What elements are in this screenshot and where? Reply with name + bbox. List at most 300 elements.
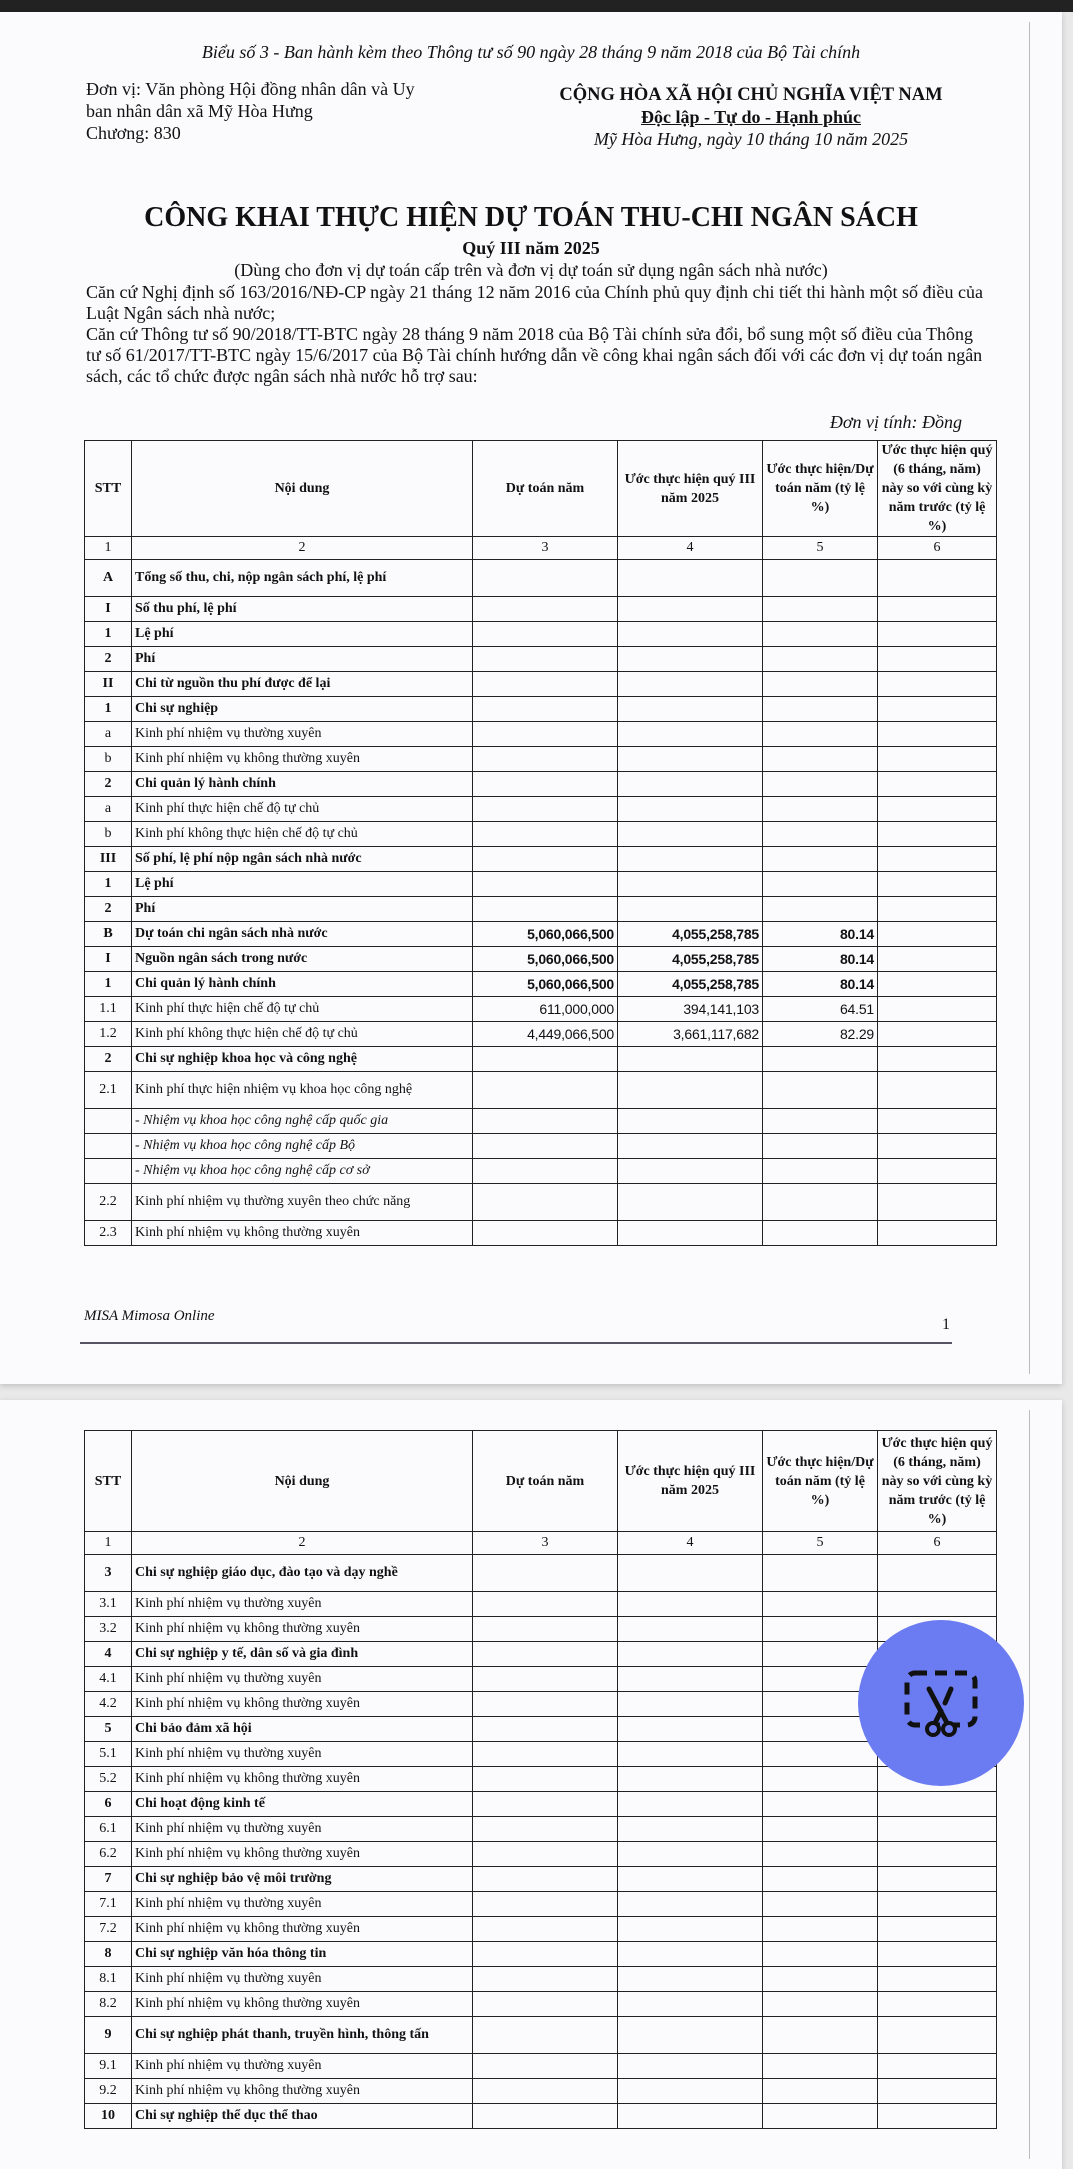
row-stt — [85, 1159, 132, 1184]
row-q3-estimate — [618, 1159, 763, 1184]
row-content: Kinh phí nhiệm vụ không thường xuyên — [132, 1917, 473, 1942]
row-annual-estimate — [473, 1047, 618, 1072]
row-ratio-same-period — [878, 697, 997, 722]
footer-software: MISA Mimosa Online — [84, 1308, 215, 1324]
row-annual-estimate — [473, 2054, 618, 2079]
row-content: Phí — [132, 897, 473, 922]
row-content: Kinh phí nhiệm vụ thường xuyên — [132, 2054, 473, 2079]
table-row — [85, 1992, 997, 2017]
row-ratio-same-period — [878, 1184, 997, 1221]
row-ratio-estimate: 80.14 — [763, 922, 878, 947]
row-stt: 5 — [85, 1717, 132, 1742]
scissors-selection-icon — [901, 1667, 981, 1739]
page-edge — [1029, 1410, 1030, 2159]
row-ratio-estimate — [763, 1817, 878, 1842]
row-ratio-same-period — [878, 1047, 997, 1072]
row-annual-estimate — [473, 872, 618, 897]
row-stt: b — [85, 747, 132, 772]
row-annual-estimate — [473, 1992, 618, 2017]
row-q3-estimate — [618, 1967, 763, 1992]
row-annual-estimate — [473, 1942, 618, 1967]
row-content: Chi sự nghiệp văn hóa thông tin — [132, 1942, 473, 1967]
row-content: Kinh phí nhiệm vụ thường xuyên — [132, 1967, 473, 1992]
row-ratio-same-period — [878, 772, 997, 797]
row-q3-estimate — [618, 872, 763, 897]
table-row — [85, 2104, 997, 2129]
row-content: Kinh phí nhiệm vụ không thường xuyên — [132, 1221, 473, 1246]
row-stt: a — [85, 722, 132, 747]
header-content: Nội dung — [132, 1431, 473, 1532]
row-annual-estimate: 5,060,066,500 — [473, 947, 618, 972]
row-stt: b — [85, 822, 132, 847]
table-row — [85, 897, 997, 922]
row-stt: I — [85, 597, 132, 622]
row-annual-estimate — [473, 1667, 618, 1692]
header-annual-estimate: Dự toán năm — [473, 1431, 618, 1532]
row-ratio-same-period — [878, 1842, 997, 1867]
row-ratio-same-period — [878, 922, 997, 947]
table-row — [85, 1109, 997, 1134]
row-annual-estimate — [473, 2017, 618, 2054]
currency-unit: Đơn vị tính: Đồng — [829, 412, 962, 432]
row-q3-estimate — [618, 897, 763, 922]
row-annual-estimate — [473, 1792, 618, 1817]
place-date: Mỹ Hòa Hưng, ngày 10 tháng 10 năm 2025 — [593, 129, 909, 149]
table-row — [85, 722, 997, 747]
row-ratio-estimate — [763, 897, 878, 922]
row-annual-estimate — [473, 1109, 618, 1134]
colnum-1: 1 — [85, 1532, 132, 1555]
row-q3-estimate — [618, 2104, 763, 2129]
row-q3-estimate — [618, 1842, 763, 1867]
row-ratio-same-period — [878, 1555, 997, 1592]
row-annual-estimate — [473, 1592, 618, 1617]
row-q3-estimate — [618, 647, 763, 672]
row-stt: 8 — [85, 1942, 132, 1967]
row-q3-estimate — [618, 1555, 763, 1592]
row-content: Chi bảo đảm xã hội — [132, 1717, 473, 1742]
row-ratio-estimate — [763, 672, 878, 697]
header-ratio-same-period: Ước thực hiện quý (6 tháng, năm) này so với cùng kỳ năm trước (tỷ lệ %) — [878, 1431, 997, 1532]
row-ratio-same-period — [878, 622, 997, 647]
row-q3-estimate — [618, 1892, 763, 1917]
budget-table-page-2 — [84, 1430, 997, 2129]
row-stt: 2.2 — [85, 1184, 132, 1221]
header-q3-estimate: Ước thực hiện quý III năm 2025 — [618, 441, 763, 537]
row-content: - Nhiệm vụ khoa học công nghệ cấp Bộ — [132, 1134, 473, 1159]
table-row — [85, 622, 997, 647]
row-ratio-same-period — [878, 797, 997, 822]
row-q3-estimate — [618, 1717, 763, 1742]
row-stt: III — [85, 847, 132, 872]
row-annual-estimate: 5,060,066,500 — [473, 922, 618, 947]
table-row — [85, 822, 997, 847]
colnum-3: 3 — [473, 537, 618, 560]
row-ratio-estimate — [763, 1159, 878, 1184]
table-row — [85, 1967, 997, 1992]
row-q3-estimate: 4,055,258,785 — [618, 922, 763, 947]
row-annual-estimate — [473, 772, 618, 797]
row-ratio-estimate — [763, 2017, 878, 2054]
legal-basis — [86, 282, 986, 387]
row-content: Kinh phí nhiệm vụ thường xuyên — [132, 1817, 473, 1842]
row-annual-estimate — [473, 560, 618, 597]
row-content: Lệ phí — [132, 622, 473, 647]
row-content: Chi sự nghiệp khoa học và công nghệ — [132, 1047, 473, 1072]
row-ratio-same-period — [878, 1892, 997, 1917]
row-stt: 9.1 — [85, 2054, 132, 2079]
row-q3-estimate — [618, 1917, 763, 1942]
row-ratio-same-period — [878, 1159, 997, 1184]
table-row — [85, 1221, 997, 1246]
row-ratio-same-period — [878, 1867, 997, 1892]
row-content: Kinh phí không thực hiện chế độ tự chủ — [132, 1022, 473, 1047]
table-row — [85, 1792, 997, 1817]
row-content: Chi sự nghiệp giáo dục, đào tạo và dạy nghề — [132, 1555, 473, 1592]
row-ratio-same-period — [878, 1022, 997, 1047]
table-row — [85, 597, 997, 622]
row-annual-estimate — [473, 1842, 618, 1867]
row-annual-estimate — [473, 672, 618, 697]
row-stt: 2.1 — [85, 1072, 132, 1109]
table-row — [85, 1184, 997, 1221]
row-ratio-estimate: 82.29 — [763, 1022, 878, 1047]
row-annual-estimate — [473, 1134, 618, 1159]
row-ratio-same-period — [878, 1592, 997, 1617]
row-q3-estimate — [618, 1742, 763, 1767]
row-annual-estimate — [473, 897, 618, 922]
row-content: Kinh phí thực hiện chế độ tự chủ — [132, 997, 473, 1022]
row-ratio-same-period — [878, 822, 997, 847]
row-ratio-same-period — [878, 2017, 997, 2054]
row-annual-estimate — [473, 1867, 618, 1892]
row-q3-estimate — [618, 1942, 763, 1967]
row-annual-estimate — [473, 622, 618, 647]
row-q3-estimate — [618, 722, 763, 747]
row-stt: 6 — [85, 1792, 132, 1817]
table-row — [85, 1917, 997, 1942]
row-content: Kinh phí thực hiện chế độ tự chủ — [132, 797, 473, 822]
row-ratio-same-period — [878, 1792, 997, 1817]
row-stt: 9 — [85, 2017, 132, 2054]
document-period: Quý III năm 2025 — [462, 238, 600, 258]
row-stt: 7 — [85, 1867, 132, 1892]
row-stt: 3.1 — [85, 1592, 132, 1617]
row-annual-estimate — [473, 1617, 618, 1642]
header-ratio-estimate: Ước thực hiện/Dự toán năm (tỷ lệ %) — [763, 1431, 878, 1532]
colnum-6: 6 — [878, 1532, 997, 1555]
row-ratio-estimate — [763, 1134, 878, 1159]
row-ratio-estimate: 80.14 — [763, 947, 878, 972]
table-row — [85, 1817, 997, 1842]
colnum-2: 2 — [132, 1532, 473, 1555]
table-row — [85, 697, 997, 722]
row-ratio-same-period — [878, 872, 997, 897]
colnum-3: 3 — [473, 1532, 618, 1555]
row-q3-estimate — [618, 1184, 763, 1221]
row-content: Kinh phí không thực hiện chế độ tự chủ — [132, 822, 473, 847]
row-ratio-same-period — [878, 1992, 997, 2017]
document-title: CÔNG KHAI THỰC HIỆN DỰ TOÁN THU-CHI NGÂN SÁCH — [144, 202, 918, 233]
row-q3-estimate — [618, 597, 763, 622]
row-stt: 7.1 — [85, 1892, 132, 1917]
header-content: Nội dung — [132, 441, 473, 537]
table-row — [85, 1047, 997, 1072]
row-ratio-same-period — [878, 560, 997, 597]
row-stt: 2.3 — [85, 1221, 132, 1246]
row-annual-estimate — [473, 647, 618, 672]
row-ratio-estimate — [763, 2104, 878, 2129]
table-row — [85, 922, 997, 947]
colnum-6: 6 — [878, 537, 997, 560]
row-annual-estimate — [473, 1184, 618, 1221]
row-ratio-same-period — [878, 1109, 997, 1134]
row-stt: 3.2 — [85, 1617, 132, 1642]
row-annual-estimate — [473, 747, 618, 772]
table-row — [85, 972, 997, 997]
row-stt: A — [85, 560, 132, 597]
row-content: Kinh phí nhiệm vụ không thường xuyên — [132, 1617, 473, 1642]
table-row — [85, 1842, 997, 1867]
row-content: Kinh phí nhiệm vụ thường xuyên — [132, 1592, 473, 1617]
footer-rule — [80, 1342, 952, 1344]
row-content: Chi hoạt động kinh tế — [132, 1792, 473, 1817]
table-row — [85, 1134, 997, 1159]
row-ratio-estimate: 64.51 — [763, 997, 878, 1022]
row-ratio-estimate — [763, 1867, 878, 1892]
screenshot-capture-button[interactable] — [858, 1620, 1024, 1786]
row-annual-estimate — [473, 1817, 618, 1842]
row-content: Chi sự nghiệp bảo vệ môi trường — [132, 1867, 473, 1892]
row-ratio-estimate — [763, 1047, 878, 1072]
row-q3-estimate: 394,141,103 — [618, 997, 763, 1022]
header-q3-estimate: Ước thực hiện quý III năm 2025 — [618, 1431, 763, 1532]
row-content: Dự toán chi ngân sách nhà nước — [132, 922, 473, 947]
row-content: Lệ phí — [132, 872, 473, 897]
row-stt: 6.2 — [85, 1842, 132, 1867]
row-ratio-same-period — [878, 1072, 997, 1109]
form-reference: Biểu số 3 - Ban hành kèm theo Thông tư số 90 ngày 28 tháng 9 năm 2018 của Bộ Tài chính — [201, 42, 861, 62]
row-annual-estimate — [473, 1221, 618, 1246]
row-content: Kinh phí nhiệm vụ thường xuyên — [132, 1892, 473, 1917]
row-ratio-same-period — [878, 2054, 997, 2079]
row-annual-estimate: 5,060,066,500 — [473, 972, 618, 997]
row-stt: 1 — [85, 622, 132, 647]
legal-basis-1: Căn cứ Nghị định số 163/2016/NĐ-CP ngày 21 tháng 12 năm 2016 của Chính phủ quy định chi tiết thi hành một số điều của Luật Ngân sách nhà nước; — [86, 282, 983, 323]
table-row — [85, 1942, 997, 1967]
document-note: (Dùng cho đơn vị dự toán cấp trên và đơn vị dự toán sử dụng ngân sách nhà nước) — [234, 260, 828, 280]
header-ratio-estimate: Ước thực hiện/Dự toán năm (tỷ lệ %) — [763, 441, 878, 537]
page-number: 1 — [942, 1316, 950, 1333]
row-ratio-estimate — [763, 2079, 878, 2104]
row-ratio-estimate — [763, 560, 878, 597]
national-heading — [536, 84, 966, 150]
row-q3-estimate — [618, 2079, 763, 2104]
budget-table-page-1 — [84, 440, 997, 1246]
header-ratio-same-period: Ước thực hiện quý (6 tháng, năm) này so với cùng kỳ năm trước (tỷ lệ %) — [878, 441, 997, 537]
row-ratio-estimate — [763, 1109, 878, 1134]
row-ratio-same-period — [878, 1942, 997, 1967]
row-stt: 1.1 — [85, 997, 132, 1022]
row-annual-estimate — [473, 822, 618, 847]
row-q3-estimate — [618, 797, 763, 822]
row-stt: 5.2 — [85, 1767, 132, 1792]
table-row — [85, 1592, 997, 1617]
row-stt: 1 — [85, 872, 132, 897]
row-annual-estimate — [473, 1917, 618, 1942]
row-ratio-same-period — [878, 1817, 997, 1842]
row-q3-estimate — [618, 697, 763, 722]
row-annual-estimate: 611,000,000 — [473, 997, 618, 1022]
row-content: Kinh phí nhiệm vụ thường xuyên — [132, 722, 473, 747]
row-stt: 4.2 — [85, 1692, 132, 1717]
row-q3-estimate — [618, 772, 763, 797]
table-row — [85, 797, 997, 822]
row-content: Phí — [132, 647, 473, 672]
row-annual-estimate — [473, 1072, 618, 1109]
row-q3-estimate — [618, 1592, 763, 1617]
colnum-4: 4 — [618, 537, 763, 560]
row-content: - Nhiệm vụ khoa học công nghệ cấp quốc gia — [132, 1109, 473, 1134]
row-content: Kinh phí nhiệm vụ không thường xuyên — [132, 1992, 473, 2017]
row-content: Tổng số thu, chi, nộp ngân sách phí, lệ phí — [132, 560, 473, 597]
row-q3-estimate — [618, 1047, 763, 1072]
document-page-1 — [0, 12, 1062, 1384]
row-q3-estimate: 3,661,117,682 — [618, 1022, 763, 1047]
row-content: Kinh phí nhiệm vụ thường xuyên — [132, 1667, 473, 1692]
row-ratio-estimate — [763, 822, 878, 847]
row-annual-estimate — [473, 1555, 618, 1592]
row-content: Kinh phí nhiệm vụ không thường xuyên — [132, 747, 473, 772]
row-q3-estimate — [618, 672, 763, 697]
table-row — [85, 1022, 997, 1047]
row-ratio-estimate — [763, 1072, 878, 1109]
row-ratio-same-period — [878, 722, 997, 747]
row-ratio-estimate — [763, 1767, 878, 1792]
row-stt: 4 — [85, 1642, 132, 1667]
row-q3-estimate — [618, 560, 763, 597]
table-row — [85, 2017, 997, 2054]
row-q3-estimate — [618, 2054, 763, 2079]
row-content: Kinh phí thực hiện nhiệm vụ khoa học công nghệ — [132, 1072, 473, 1109]
row-q3-estimate — [618, 822, 763, 847]
row-annual-estimate — [473, 1642, 618, 1667]
row-ratio-same-period — [878, 897, 997, 922]
row-content: Chi quản lý hành chính — [132, 772, 473, 797]
row-ratio-estimate — [763, 1221, 878, 1246]
chapter: Chương: 830 — [86, 123, 181, 143]
table-row — [85, 1892, 997, 1917]
row-q3-estimate — [618, 1792, 763, 1817]
column-number-row — [85, 1532, 997, 1555]
table-row — [85, 2079, 997, 2104]
row-ratio-estimate: 80.14 — [763, 972, 878, 997]
row-ratio-estimate — [763, 1555, 878, 1592]
row-ratio-estimate — [763, 1184, 878, 1221]
row-ratio-same-period — [878, 847, 997, 872]
row-content: Chi sự nghiệp thể dục thể thao — [132, 2104, 473, 2129]
row-ratio-estimate — [763, 1592, 878, 1617]
row-ratio-estimate — [763, 872, 878, 897]
row-q3-estimate — [618, 1992, 763, 2017]
table-row — [85, 1555, 997, 1592]
table-row — [85, 872, 997, 897]
table-row — [85, 1742, 997, 1767]
table-row — [85, 1767, 997, 1792]
row-q3-estimate — [618, 1692, 763, 1717]
row-ratio-estimate — [763, 1892, 878, 1917]
row-stt: 2 — [85, 772, 132, 797]
table-row — [85, 1072, 997, 1109]
table-header-row — [85, 441, 997, 537]
row-q3-estimate — [618, 747, 763, 772]
row-content: Số thu phí, lệ phí — [132, 597, 473, 622]
table-row — [85, 1617, 997, 1642]
nation-name: CỘNG HÒA XÃ HỘI CHỦ NGHĨA VIỆT NAM — [559, 85, 943, 105]
row-q3-estimate — [618, 1221, 763, 1246]
row-q3-estimate — [618, 847, 763, 872]
table-row — [85, 772, 997, 797]
row-ratio-estimate — [763, 1842, 878, 1867]
row-q3-estimate — [618, 2017, 763, 2054]
status-bar — [0, 0, 1073, 12]
row-ratio-same-period — [878, 672, 997, 697]
row-q3-estimate — [618, 1134, 763, 1159]
row-stt: a — [85, 797, 132, 822]
row-ratio-estimate — [763, 1917, 878, 1942]
row-q3-estimate — [618, 1642, 763, 1667]
row-annual-estimate — [473, 797, 618, 822]
row-ratio-estimate — [763, 1967, 878, 1992]
row-stt: 6.1 — [85, 1817, 132, 1842]
row-stt: 3 — [85, 1555, 132, 1592]
colnum-5: 5 — [763, 537, 878, 560]
table-row — [85, 1867, 997, 1892]
table-row — [85, 1159, 997, 1184]
row-q3-estimate — [618, 1667, 763, 1692]
table-row — [85, 997, 997, 1022]
table-row — [85, 647, 997, 672]
row-content: Kinh phí nhiệm vụ không thường xuyên — [132, 1842, 473, 1867]
row-q3-estimate — [618, 1817, 763, 1842]
table-row — [85, 672, 997, 697]
row-stt: 9.2 — [85, 2079, 132, 2104]
row-content: Chi sự nghiệp phát thanh, truyền hình, thông tấn — [132, 2017, 473, 2054]
row-q3-estimate — [618, 1072, 763, 1109]
row-ratio-same-period — [878, 997, 997, 1022]
row-annual-estimate — [473, 1967, 618, 1992]
header-stt: STT — [85, 1431, 132, 1532]
row-stt: B — [85, 922, 132, 947]
row-ratio-estimate — [763, 847, 878, 872]
row-q3-estimate — [618, 1109, 763, 1134]
row-stt: I — [85, 947, 132, 972]
row-stt: 2 — [85, 647, 132, 672]
row-ratio-estimate — [763, 1617, 878, 1642]
row-content: Chi sự nghiệp y tế, dân số và gia đình — [132, 1642, 473, 1667]
colnum-4: 4 — [618, 1532, 763, 1555]
row-annual-estimate — [473, 597, 618, 622]
table-row — [85, 947, 997, 972]
row-content: Kinh phí nhiệm vụ thường xuyên — [132, 1742, 473, 1767]
row-ratio-estimate — [763, 1642, 878, 1667]
motto: Độc lập - Tự do - Hạnh phúc — [640, 107, 862, 127]
row-stt: II — [85, 672, 132, 697]
row-stt: 2 — [85, 1047, 132, 1072]
row-content: Chi sự nghiệp — [132, 697, 473, 722]
row-ratio-estimate — [763, 772, 878, 797]
table-row — [85, 747, 997, 772]
